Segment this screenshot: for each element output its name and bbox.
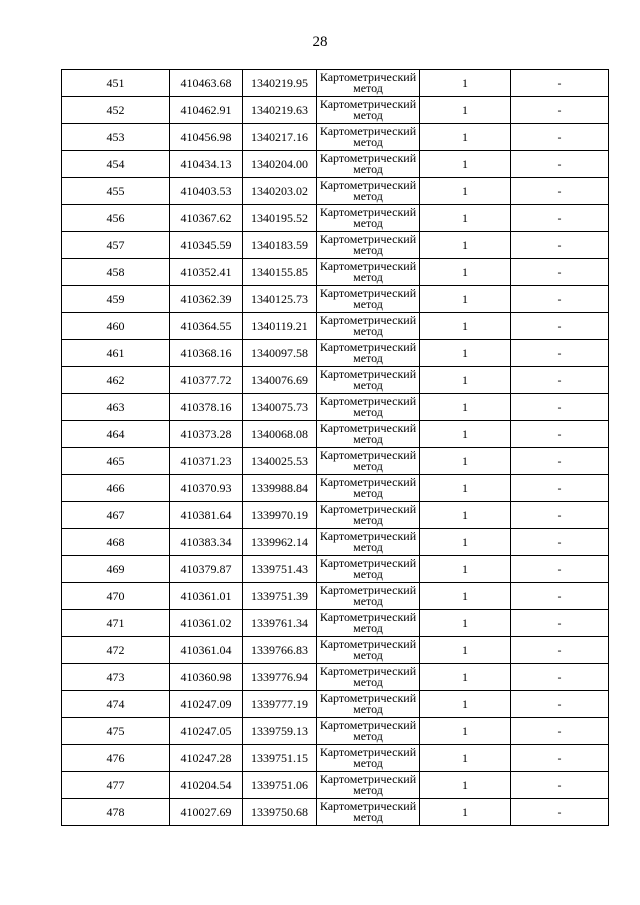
point-number-cell: 475 [62, 718, 170, 745]
point-number-cell: 473 [62, 664, 170, 691]
description-cell: - [511, 232, 609, 259]
method-line-2: метод [353, 432, 383, 446]
method-line-1: Картометрический [319, 475, 417, 489]
y-coordinate-cell: 1340195.52 [243, 205, 317, 232]
point-number-cell: 476 [62, 745, 170, 772]
table-row [62, 367, 609, 394]
accuracy-cell: 1 [420, 286, 511, 313]
description-cell: - [511, 664, 609, 691]
y-coordinate-cell: 1340217.16 [243, 124, 317, 151]
y-coordinate-cell: 1340219.63 [243, 97, 317, 124]
accuracy-cell: 1 [420, 232, 511, 259]
x-coordinate-cell: 410370.93 [170, 475, 243, 502]
description-cell: - [511, 340, 609, 367]
y-coordinate-cell: 1339761.34 [243, 610, 317, 637]
description-cell: - [511, 448, 609, 475]
x-coordinate-cell: 410027.69 [170, 799, 243, 826]
method-line-2: метод [353, 135, 383, 149]
method-line-1: Картометрический [319, 718, 417, 732]
table-row [62, 610, 609, 637]
y-coordinate-cell: 1339751.39 [243, 583, 317, 610]
method-line-1: Картометрический [319, 205, 417, 219]
method-cell [317, 772, 420, 799]
method-line-2: метод [353, 540, 383, 554]
point-number-cell: 458 [62, 259, 170, 286]
point-number-cell: 462 [62, 367, 170, 394]
method-cell [317, 664, 420, 691]
y-coordinate-cell: 1340125.73 [243, 286, 317, 313]
x-coordinate-cell: 410381.64 [170, 502, 243, 529]
x-coordinate-cell: 410361.04 [170, 637, 243, 664]
accuracy-cell: 1 [420, 583, 511, 610]
accuracy-cell: 1 [420, 664, 511, 691]
description-cell: - [511, 367, 609, 394]
description-cell: - [511, 502, 609, 529]
accuracy-cell: 1 [420, 502, 511, 529]
point-number-cell: 468 [62, 529, 170, 556]
accuracy-cell: 1 [420, 745, 511, 772]
method-line-1: Картометрический [319, 232, 417, 246]
y-coordinate-cell: 1339777.19 [243, 691, 317, 718]
method-line-2: метод [353, 513, 383, 527]
x-coordinate-cell: 410383.34 [170, 529, 243, 556]
method-cell [317, 367, 420, 394]
x-coordinate-cell: 410247.05 [170, 718, 243, 745]
method-line-2: метод [353, 783, 383, 797]
table-row [62, 664, 609, 691]
point-number-cell: 472 [62, 637, 170, 664]
accuracy-cell: 1 [420, 475, 511, 502]
method-line-2: метод [353, 756, 383, 770]
table-row [62, 286, 609, 313]
point-number-cell: 461 [62, 340, 170, 367]
method-line-2: метод [353, 729, 383, 743]
method-cell [317, 286, 420, 313]
accuracy-cell: 1 [420, 178, 511, 205]
description-cell: - [511, 97, 609, 124]
x-coordinate-cell: 410360.98 [170, 664, 243, 691]
x-coordinate-cell: 410247.09 [170, 691, 243, 718]
method-line-2: метод [353, 243, 383, 257]
method-line-2: метод [353, 621, 383, 635]
accuracy-cell: 1 [420, 556, 511, 583]
y-coordinate-cell: 1340076.69 [243, 367, 317, 394]
method-line-1: Картометрический [319, 70, 417, 84]
point-number-cell: 471 [62, 610, 170, 637]
method-line-1: Картометрический [319, 502, 417, 516]
accuracy-cell: 1 [420, 637, 511, 664]
table-row [62, 475, 609, 502]
y-coordinate-cell: 1340183.59 [243, 232, 317, 259]
table-row [62, 556, 609, 583]
x-coordinate-cell: 410377.72 [170, 367, 243, 394]
table-row [62, 259, 609, 286]
table-row [62, 232, 609, 259]
point-number-cell: 464 [62, 421, 170, 448]
x-coordinate-cell: 410364.55 [170, 313, 243, 340]
method-line-1: Картометрический [319, 664, 417, 678]
description-cell: - [511, 205, 609, 232]
x-coordinate-cell: 410462.91 [170, 97, 243, 124]
method-line-1: Картометрический [319, 772, 417, 786]
description-cell: - [511, 286, 609, 313]
x-coordinate-cell: 410434.13 [170, 151, 243, 178]
method-line-2: метод [353, 324, 383, 338]
method-cell [317, 502, 420, 529]
table-row [62, 70, 609, 97]
method-line-2: метод [353, 675, 383, 689]
x-coordinate-cell: 410403.53 [170, 178, 243, 205]
method-cell [317, 637, 420, 664]
description-cell: - [511, 556, 609, 583]
method-line-2: метод [353, 702, 383, 716]
method-cell [317, 718, 420, 745]
method-cell [317, 610, 420, 637]
table-row [62, 772, 609, 799]
method-line-2: метод [353, 297, 383, 311]
table-row [62, 745, 609, 772]
y-coordinate-cell: 1340025.53 [243, 448, 317, 475]
y-coordinate-cell: 1340204.00 [243, 151, 317, 178]
description-cell: - [511, 313, 609, 340]
x-coordinate-cell: 410379.87 [170, 556, 243, 583]
description-cell: - [511, 799, 609, 826]
method-cell [317, 421, 420, 448]
accuracy-cell: 1 [420, 367, 511, 394]
table-row [62, 718, 609, 745]
table-row [62, 448, 609, 475]
table-row [62, 529, 609, 556]
accuracy-cell: 1 [420, 124, 511, 151]
method-cell [317, 475, 420, 502]
point-number-cell: 460 [62, 313, 170, 340]
point-number-cell: 466 [62, 475, 170, 502]
method-line-2: метод [353, 648, 383, 662]
point-number-cell: 470 [62, 583, 170, 610]
x-coordinate-cell: 410204.54 [170, 772, 243, 799]
description-cell: - [511, 691, 609, 718]
x-coordinate-cell: 410345.59 [170, 232, 243, 259]
point-number-cell: 453 [62, 124, 170, 151]
table-row [62, 421, 609, 448]
description-cell: - [511, 610, 609, 637]
method-cell [317, 259, 420, 286]
x-coordinate-cell: 410378.16 [170, 394, 243, 421]
x-coordinate-cell: 410361.02 [170, 610, 243, 637]
description-cell: - [511, 178, 609, 205]
y-coordinate-cell: 1339750.68 [243, 799, 317, 826]
table-body [62, 70, 609, 826]
method-line-1: Картометрический [319, 610, 417, 624]
method-line-1: Картометрический [319, 313, 417, 327]
method-line-1: Картометрический [319, 340, 417, 354]
table-row [62, 97, 609, 124]
y-coordinate-cell: 1339751.06 [243, 772, 317, 799]
description-cell: - [511, 772, 609, 799]
method-cell [317, 313, 420, 340]
method-cell [317, 151, 420, 178]
y-coordinate-cell: 1339970.19 [243, 502, 317, 529]
method-line-1: Картометрический [319, 421, 417, 435]
table-row [62, 205, 609, 232]
point-number-cell: 465 [62, 448, 170, 475]
point-number-cell: 455 [62, 178, 170, 205]
x-coordinate-cell: 410463.68 [170, 70, 243, 97]
method-cell [317, 448, 420, 475]
y-coordinate-cell: 1340097.58 [243, 340, 317, 367]
y-coordinate-cell: 1340068.08 [243, 421, 317, 448]
method-cell [317, 205, 420, 232]
method-line-1: Картометрический [319, 367, 417, 381]
accuracy-cell: 1 [420, 610, 511, 637]
description-cell: - [511, 583, 609, 610]
table-row [62, 124, 609, 151]
y-coordinate-cell: 1339988.84 [243, 475, 317, 502]
method-line-2: метод [353, 216, 383, 230]
y-coordinate-cell: 1339962.14 [243, 529, 317, 556]
method-line-2: метод [353, 405, 383, 419]
table-row [62, 691, 609, 718]
table-row [62, 637, 609, 664]
table-row [62, 502, 609, 529]
y-coordinate-cell: 1340219.95 [243, 70, 317, 97]
method-line-2: метод [353, 567, 383, 581]
y-coordinate-cell: 1340075.73 [243, 394, 317, 421]
page-number: 28 [312, 34, 328, 50]
accuracy-cell: 1 [420, 394, 511, 421]
x-coordinate-cell: 410368.16 [170, 340, 243, 367]
accuracy-cell: 1 [420, 799, 511, 826]
method-cell [317, 70, 420, 97]
method-line-1: Картометрический [319, 529, 417, 543]
method-line-2: метод [353, 486, 383, 500]
x-coordinate-cell: 410371.23 [170, 448, 243, 475]
description-cell: - [511, 70, 609, 97]
method-line-1: Картометрический [319, 799, 417, 813]
x-coordinate-cell: 410367.62 [170, 205, 243, 232]
y-coordinate-cell: 1339766.83 [243, 637, 317, 664]
method-cell [317, 799, 420, 826]
method-line-1: Картометрический [319, 637, 417, 651]
method-cell [317, 529, 420, 556]
point-number-cell: 452 [62, 97, 170, 124]
x-coordinate-cell: 410247.28 [170, 745, 243, 772]
accuracy-cell: 1 [420, 421, 511, 448]
method-line-2: метод [353, 162, 383, 176]
method-cell [317, 97, 420, 124]
y-coordinate-cell: 1340155.85 [243, 259, 317, 286]
point-number-cell: 463 [62, 394, 170, 421]
method-line-1: Картометрический [319, 124, 417, 138]
method-cell [317, 232, 420, 259]
point-number-cell: 477 [62, 772, 170, 799]
method-cell [317, 178, 420, 205]
method-line-1: Картометрический [319, 97, 417, 111]
method-line-1: Картометрический [319, 394, 417, 408]
accuracy-cell: 1 [420, 772, 511, 799]
description-cell: - [511, 259, 609, 286]
method-line-2: метод [353, 351, 383, 365]
method-cell [317, 394, 420, 421]
method-cell [317, 340, 420, 367]
y-coordinate-cell: 1339751.43 [243, 556, 317, 583]
description-cell: - [511, 475, 609, 502]
point-number-cell: 457 [62, 232, 170, 259]
method-line-1: Картометрический [319, 691, 417, 705]
description-cell: - [511, 718, 609, 745]
x-coordinate-cell: 410361.01 [170, 583, 243, 610]
accuracy-cell: 1 [420, 97, 511, 124]
method-cell [317, 745, 420, 772]
coordinates-table [61, 69, 609, 826]
description-cell: - [511, 421, 609, 448]
table-row [62, 799, 609, 826]
table-row [62, 394, 609, 421]
method-line-2: метод [353, 459, 383, 473]
method-line-2: метод [353, 594, 383, 608]
y-coordinate-cell: 1339759.13 [243, 718, 317, 745]
method-line-2: метод [353, 189, 383, 203]
accuracy-cell: 1 [420, 70, 511, 97]
y-coordinate-cell: 1340119.21 [243, 313, 317, 340]
accuracy-cell: 1 [420, 259, 511, 286]
method-line-1: Картометрический [319, 286, 417, 300]
x-coordinate-cell: 410352.41 [170, 259, 243, 286]
description-cell: - [511, 637, 609, 664]
x-coordinate-cell: 410456.98 [170, 124, 243, 151]
accuracy-cell: 1 [420, 205, 511, 232]
accuracy-cell: 1 [420, 448, 511, 475]
y-coordinate-cell: 1339751.15 [243, 745, 317, 772]
description-cell: - [511, 745, 609, 772]
point-number-cell: 454 [62, 151, 170, 178]
accuracy-cell: 1 [420, 718, 511, 745]
method-line-1: Картометрический [319, 178, 417, 192]
method-line-1: Картометрический [319, 259, 417, 273]
y-coordinate-cell: 1340203.02 [243, 178, 317, 205]
method-cell [317, 124, 420, 151]
point-number-cell: 456 [62, 205, 170, 232]
method-cell [317, 583, 420, 610]
accuracy-cell: 1 [420, 691, 511, 718]
method-line-1: Картометрический [319, 151, 417, 165]
method-line-2: метод [353, 81, 383, 95]
method-line-2: метод [353, 270, 383, 284]
method-line-2: метод [353, 108, 383, 122]
description-cell: - [511, 529, 609, 556]
description-cell: - [511, 124, 609, 151]
table-row [62, 151, 609, 178]
point-number-cell: 478 [62, 799, 170, 826]
description-cell: - [511, 151, 609, 178]
method-cell [317, 556, 420, 583]
accuracy-cell: 1 [420, 313, 511, 340]
x-coordinate-cell: 410373.28 [170, 421, 243, 448]
method-line-2: метод [353, 810, 383, 824]
method-line-1: Картометрический [319, 745, 417, 759]
point-number-cell: 467 [62, 502, 170, 529]
point-number-cell: 474 [62, 691, 170, 718]
point-number-cell: 459 [62, 286, 170, 313]
y-coordinate-cell: 1339776.94 [243, 664, 317, 691]
accuracy-cell: 1 [420, 529, 511, 556]
description-cell: - [511, 394, 609, 421]
point-number-cell: 451 [62, 70, 170, 97]
point-number-cell: 469 [62, 556, 170, 583]
method-line-1: Картометрический [319, 583, 417, 597]
table-row [62, 313, 609, 340]
method-line-1: Картометрический [319, 556, 417, 570]
accuracy-cell: 1 [420, 151, 511, 178]
method-line-2: метод [353, 378, 383, 392]
method-line-1: Картометрический [319, 448, 417, 462]
method-cell [317, 691, 420, 718]
x-coordinate-cell: 410362.39 [170, 286, 243, 313]
table-row [62, 583, 609, 610]
table-row [62, 340, 609, 367]
table-row [62, 178, 609, 205]
accuracy-cell: 1 [420, 340, 511, 367]
